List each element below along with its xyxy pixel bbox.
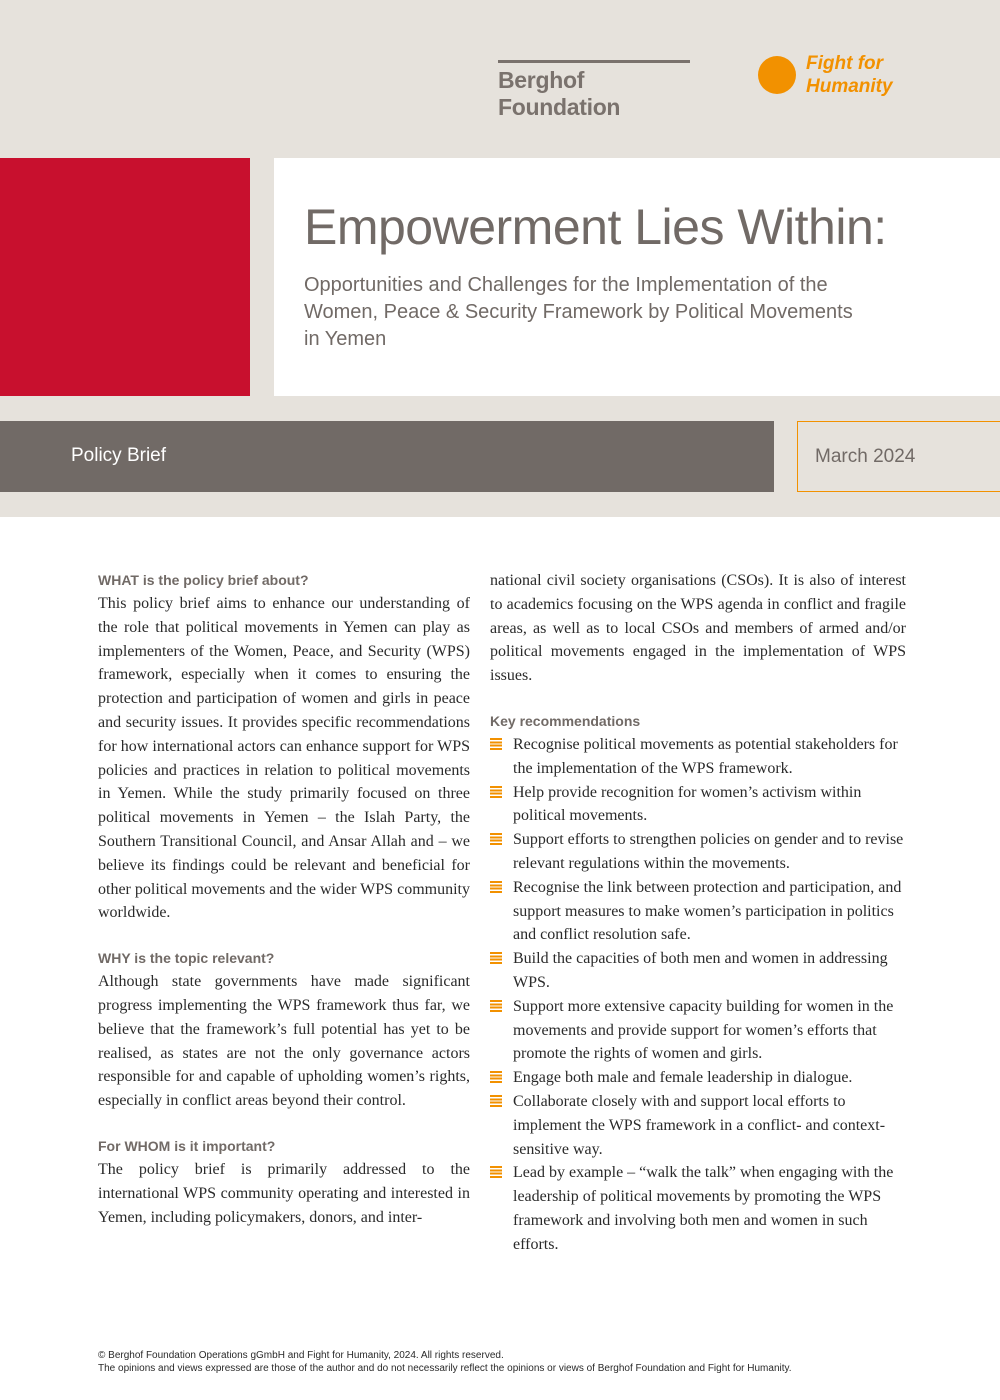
date-box xyxy=(797,421,1000,492)
doc-type-label: Policy Brief xyxy=(71,445,167,466)
list-bullet-icon xyxy=(490,952,502,964)
title-box xyxy=(274,158,1000,396)
list-bullet-icon xyxy=(490,786,502,798)
list-item: Help provide recognition for women’s activism within political movements. xyxy=(490,781,906,829)
list-item: Recognise political movements as potential stakeholders for the implementation of the WPS framework. xyxy=(490,733,906,781)
ffh-logo-line1: Fight for xyxy=(806,53,884,74)
section-body: national civil society organisations (CSOs). It is also of interest to academics focusing on the WPS agenda in conflict and fragile areas, as well as to local CSOs and members of armed and/or political movements engaged in the implementation of WPS issues. xyxy=(490,572,906,685)
ffh-logo-line2: Humanity xyxy=(806,76,893,97)
footer xyxy=(98,1349,978,1375)
section-heading: WHY is the topic relevant? xyxy=(98,950,275,967)
list-bullet-icon xyxy=(490,738,502,750)
left-column xyxy=(98,569,470,1251)
section-whom xyxy=(98,1135,470,1229)
list-item: Lead by example – “walk the talk” when engaging with the leadership of political movements by promoting the WPS framework and involving both men and women in such efforts. xyxy=(490,1161,906,1256)
ffh-logo-text xyxy=(806,52,893,98)
list-item: Build the capacities of both men and women in addressing WPS. xyxy=(490,947,906,995)
fight-for-humanity-logo xyxy=(758,52,978,102)
list-bullet-icon xyxy=(490,1000,502,1012)
right-column xyxy=(490,569,906,1257)
list-item: Support efforts to strengthen policies on gender and to revise relevant regulations within the movements. xyxy=(490,828,906,876)
list-item: Collaborate closely with and support local efforts to implement the WPS framework in a conflict- and context-sensitive way. xyxy=(490,1090,906,1161)
page-title: Empowerment Lies Within: xyxy=(304,199,887,255)
publication-date: March 2024 xyxy=(815,446,916,467)
list-bullet-icon xyxy=(490,1071,502,1083)
page-subtitle: Opportunities and Challenges for the Implementation of the Women, Peace & Security Framework by Political Movements in Yemen xyxy=(304,274,853,350)
footer-disclaimer: The opinions and views expressed are those of the author and do not necessarily reflect the opinions or views of Berghof Foundation and Fight for Humanity. xyxy=(98,1363,792,1374)
section-body: The policy brief is primarily addressed to the international WPS community operating and interested in Yemen, including policymakers, donors, and inter- xyxy=(98,1160,470,1226)
list-item: Support more extensive capacity building for women in the movements and provide support for women’s efforts that promote the rights of women and girls. xyxy=(490,995,906,1066)
section-what xyxy=(98,569,470,925)
list-item: Engage both male and female leadership in dialogue. xyxy=(490,1066,906,1090)
recommendations-list xyxy=(490,733,906,1257)
section-heading: For WHOM is it important? xyxy=(98,1137,276,1154)
logo-rule xyxy=(498,60,690,63)
red-accent-block xyxy=(0,158,250,396)
section-heading: Key recommendations xyxy=(490,712,641,729)
list-bullet-icon xyxy=(490,881,502,893)
list-item: Recognise the link between protection and participation, and support measures to make women’s participation in politics and conflict resolution safe. xyxy=(490,876,906,947)
list-bullet-icon xyxy=(490,833,502,845)
orange-circle-icon xyxy=(758,56,796,94)
section-why xyxy=(98,947,470,1113)
section-body: Although state governments have made significant progress implementing the WPS framework thus far, we believe that the framework’s full potential has yet to be realised, as states are not the only governance actors responsible for and capable of upholding women’s rights, especially in conflict areas beyond their control. xyxy=(98,973,470,1110)
section-heading: WHAT is the policy brief about? xyxy=(98,572,309,588)
berghof-logo-text: Berghof Foundation xyxy=(498,67,621,120)
footer-copyright: © Berghof Foundation Operations gGmbH and Fight for Humanity, 2024. All rights reserved. xyxy=(98,1350,504,1361)
section-recommendations xyxy=(490,710,906,1257)
list-bullet-icon xyxy=(490,1095,502,1107)
berghof-logo xyxy=(498,60,698,121)
doc-type-bar xyxy=(0,421,774,492)
section-body: This policy brief aims to enhance our understanding of the role that political movements in Yemen can play as implementers of the Women, Peace, and Security (WPS) framework, especially when it comes to ensuring the protection and participation of women and girls in peace and security issues. It provides specific recommendations for how international actors can enhance support for WPS policies and practices in relation to political movements in Yemen. While the study primarily focused on three political movements in Yemen – the Islah Party, the Southern Transitional Council, and Ansar Allah and – we believe its findings could be relevant and beneficial for other political movements and the wider WPS community worldwide. xyxy=(98,595,470,922)
section-whom-continued xyxy=(490,569,906,688)
list-bullet-icon xyxy=(490,1166,502,1178)
